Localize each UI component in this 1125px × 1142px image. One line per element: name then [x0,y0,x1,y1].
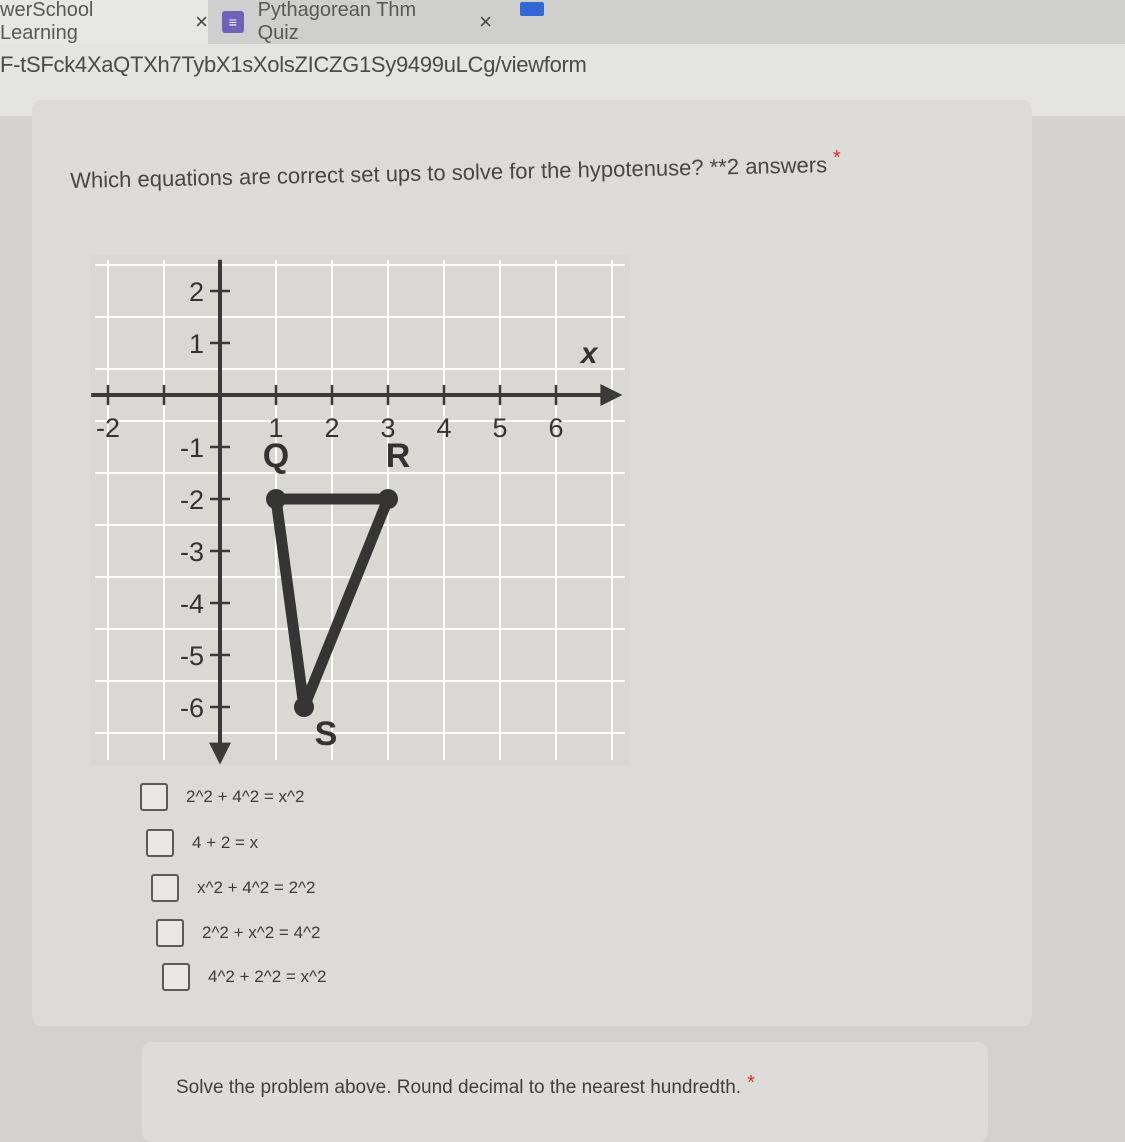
required-asterisk: * [832,146,841,170]
x-tick-label: 1 [268,413,284,443]
vertex-label-q: Q [262,437,290,475]
x-tick-label: 3 [380,413,396,443]
checkbox[interactable] [162,963,190,991]
y-tick-label: -5 [179,641,204,671]
y-tick-label: -6 [179,693,204,723]
option-5[interactable] [162,963,326,991]
x-tick-label: 2 [324,413,340,443]
y-tick-label: 2 [188,277,204,307]
option-label: 4^2 + 2^2 = x^2 [208,967,327,986]
option-label: x^2 + 4^2 = 2^2 [197,878,316,897]
vertex-r [378,489,398,509]
vertex-label-s: S [314,715,338,753]
y-tick-label: -3 [179,537,204,567]
option-label: 2^2 + 4^2 = x^2 [186,787,305,806]
x-axis-label: x [580,337,598,370]
checkbox[interactable] [146,829,174,857]
checkbox[interactable] [140,783,168,811]
option-label: 4 + 2 = x [192,833,259,852]
checkbox[interactable] [156,919,184,947]
vertex-s [294,697,314,717]
question-text: Which equations are correct set ups to solve for the hypotenuse? **2 answers [70,152,828,193]
x-tick-label: 6 [548,413,564,443]
tab-bar [0,0,1125,44]
next-question-text: Solve the problem above. Round decimal to the nearest hundredth. [176,1077,742,1098]
option-4[interactable] [156,919,320,947]
vertex-label-r: R [385,437,411,475]
x-tick-label: 4 [436,413,452,443]
option-1[interactable] [140,783,304,811]
y-tick-label: -4 [179,589,204,619]
tab-powerschool[interactable] [0,0,208,44]
google-forms-icon: ≡ [222,11,244,33]
close-tab-icon[interactable]: × [479,9,492,34]
tab-favicon-icon [520,2,544,16]
option-label: 2^2 + x^2 = 4^2 [202,923,321,942]
tab-label: Pythagorean Thm Quiz [257,0,417,44]
tab-pythagorean-quiz[interactable] [222,0,492,44]
tab-label: werSchool Learning [0,0,94,44]
close-tab-icon[interactable]: × [195,9,208,34]
y-tick-label: 1 [188,329,204,359]
tab-partial[interactable] [520,0,550,44]
x-tick-label: 5 [492,413,508,443]
y-tick-label: -2 [179,485,204,515]
x-tick-label: -2 [95,413,121,443]
option-2[interactable] [146,829,258,857]
option-3[interactable] [151,874,315,902]
url-text[interactable]: F-tSFck4XaQTXh7TybX1sXolsZICZG1Sy9499uLCg/viewform [0,52,587,77]
coordinate-graph [90,255,630,765]
vertex-q [266,489,286,509]
next-question-title [176,1072,755,1099]
y-tick-label: -1 [179,433,204,463]
required-asterisk: * [747,1072,755,1094]
checkbox[interactable] [151,874,179,902]
